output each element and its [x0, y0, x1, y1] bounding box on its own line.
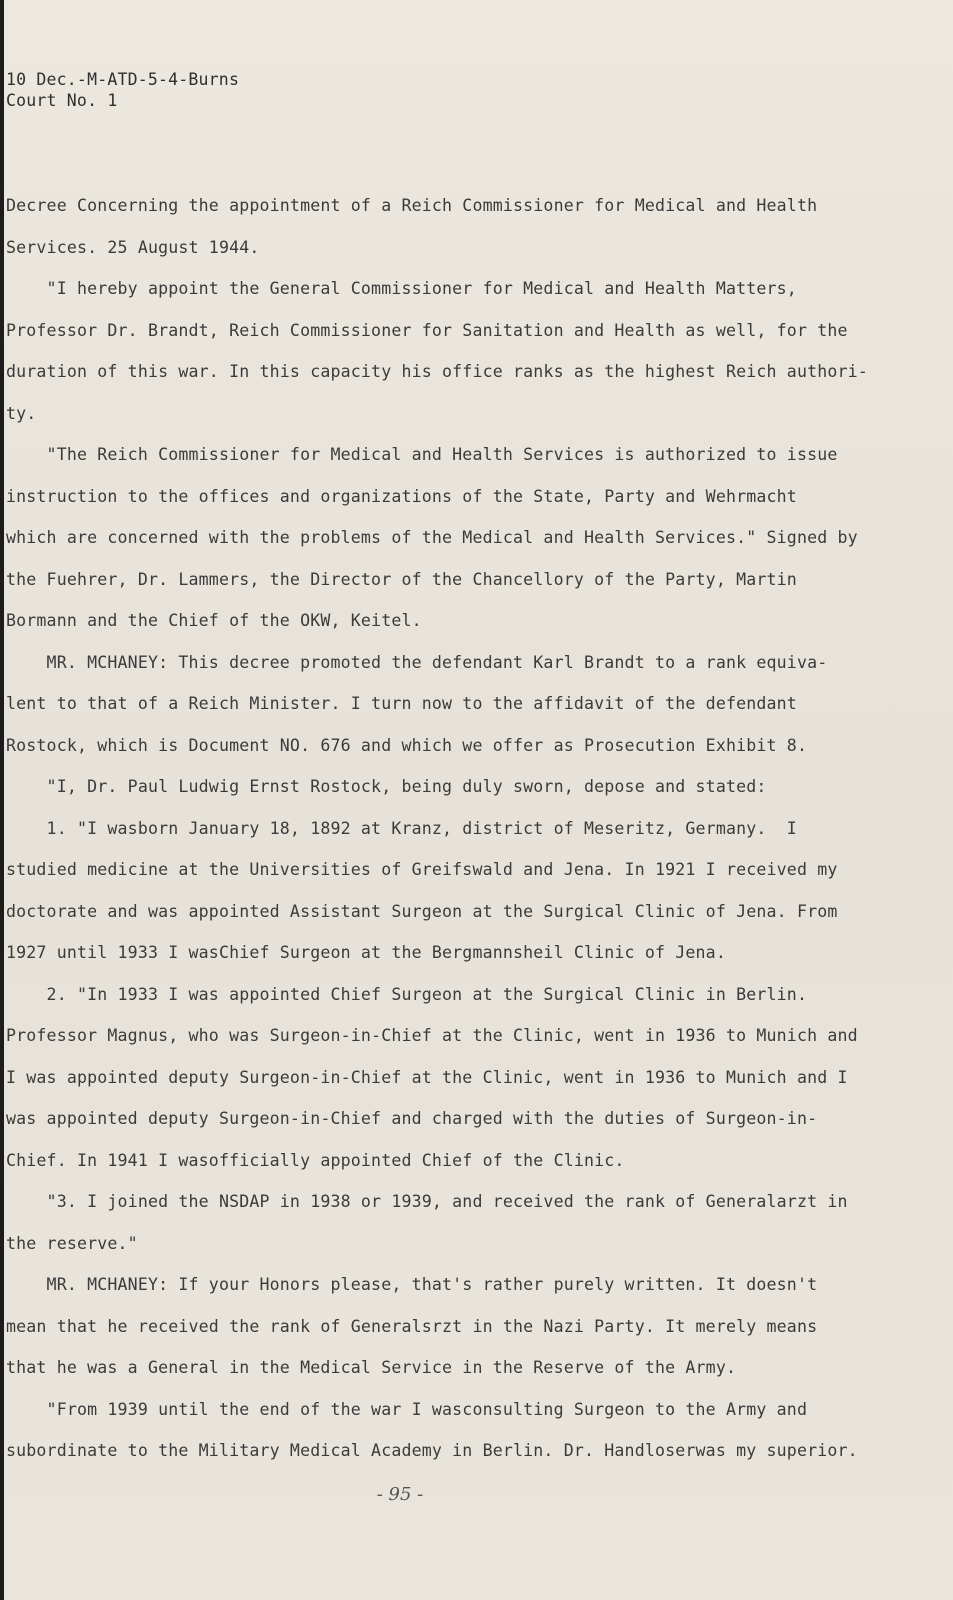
text-line: Bormann and the Chief of the OKW, Keitel.: [6, 611, 422, 630]
text-line: subordinate to the Military Medical Academy in Berlin. Dr. Handloserwas my superior.: [6, 1441, 858, 1460]
text-line: that he was a General in the Medical Service in the Reserve of the Army.: [6, 1358, 737, 1377]
text-line: Rostock, which is Document NO. 676 and which we offer as Prosecution Exhibit 8.: [6, 735, 808, 755]
header-reference: 10 Dec.-M-ATD-5-4-Burns: [6, 70, 240, 89]
speaker-line: MR. MCHANEY: This decree promoted the defendant Karl Brandt to a rank equiva-: [6, 652, 828, 672]
text-line: 1. "I wasborn January 18, 1892 at Kranz, district of Meseritz, Germany. I: [6, 818, 797, 838]
text-line: "From 1939 until the end of the war I wasconsulting Surgeon to the Army and: [6, 1399, 808, 1419]
transcript-body: [6, 190, 886, 1477]
text-line: doctorate and was appointed Assistant Surgeon at the Surgical Clinic of Jena. From: [6, 901, 838, 921]
text-line: which are concerned with the problems of the Medical and Health Services." Signed by: [6, 528, 858, 547]
text-line: duration of this war. In this capacity his office ranks as the highest Reich authori-: [6, 362, 868, 381]
text-line: Professor Dr. Brandt, Reich Commissioner for Sanitation and Health as well, for the: [6, 320, 848, 340]
text-line: was appointed deputy Surgeon-in-Chief and charged with the duties of Surgeon-in-: [6, 1109, 818, 1128]
text-line: "I hereby appoint the General Commissioner for Medical and Health Matters,: [6, 279, 797, 298]
text-line: mean that he received the rank of Generalsrzt in the Nazi Party. It merely means: [6, 1316, 818, 1336]
text-line: "The Reich Commissioner for Medical and Health Services is authorized to issue: [6, 445, 838, 464]
text-line: Services. 25 August 1944.: [6, 237, 260, 257]
text-line: Professor Magnus, who was Surgeon-in-Chief at the Clinic, went in 1936 to Munich and: [6, 1026, 858, 1045]
text-line: ty.: [6, 403, 37, 423]
text-line: Chief. In 1941 I wasofficially appointed Chief of the Clinic.: [6, 1150, 625, 1170]
speaker-line: MR. MCHANEY: If your Honors please, that's rather purely written. It doesn't: [6, 1275, 818, 1294]
text-line: the Fuehrer, Dr. Lammers, the Director of the Chancellory of the Party, Martin: [6, 569, 797, 589]
text-line: studied medicine at the Universities of Greifswald and Jena. In 1921 I received my: [6, 860, 838, 879]
text-line: 2. "In 1933 I was appointed Chief Surgeon at the Surgical Clinic in Berlin.: [6, 984, 808, 1004]
text-line: "3. I joined the NSDAP in 1938 or 1939, and received the rank of Generalarzt in: [6, 1192, 848, 1211]
text-line: the reserve.": [6, 1233, 138, 1253]
text-line: 1927 until 1933 I wasChief Surgeon at the Bergmannsheil Clinic of Jena.: [6, 943, 726, 962]
text-line: Decree Concerning the appointment of a Reich Commissioner for Medical and Health: [6, 196, 818, 215]
page-number: - 95 -: [376, 1484, 424, 1505]
text-line: I was appointed deputy Surgeon-in-Chief at the Clinic, went in 1936 to Munich and I: [6, 1067, 848, 1087]
text-line: instruction to the offices and organizations of the State, Party and Wehrmacht: [6, 486, 797, 506]
text-line: "I, Dr. Paul Ludwig Ernst Rostock, being duly sworn, depose and stated:: [6, 777, 767, 796]
scan-edge: [0, 0, 4, 1600]
text-line: lent to that of a Reich Minister. I turn now to the affidavit of the defendant: [6, 694, 797, 713]
header-court: Court No. 1: [6, 91, 118, 110]
